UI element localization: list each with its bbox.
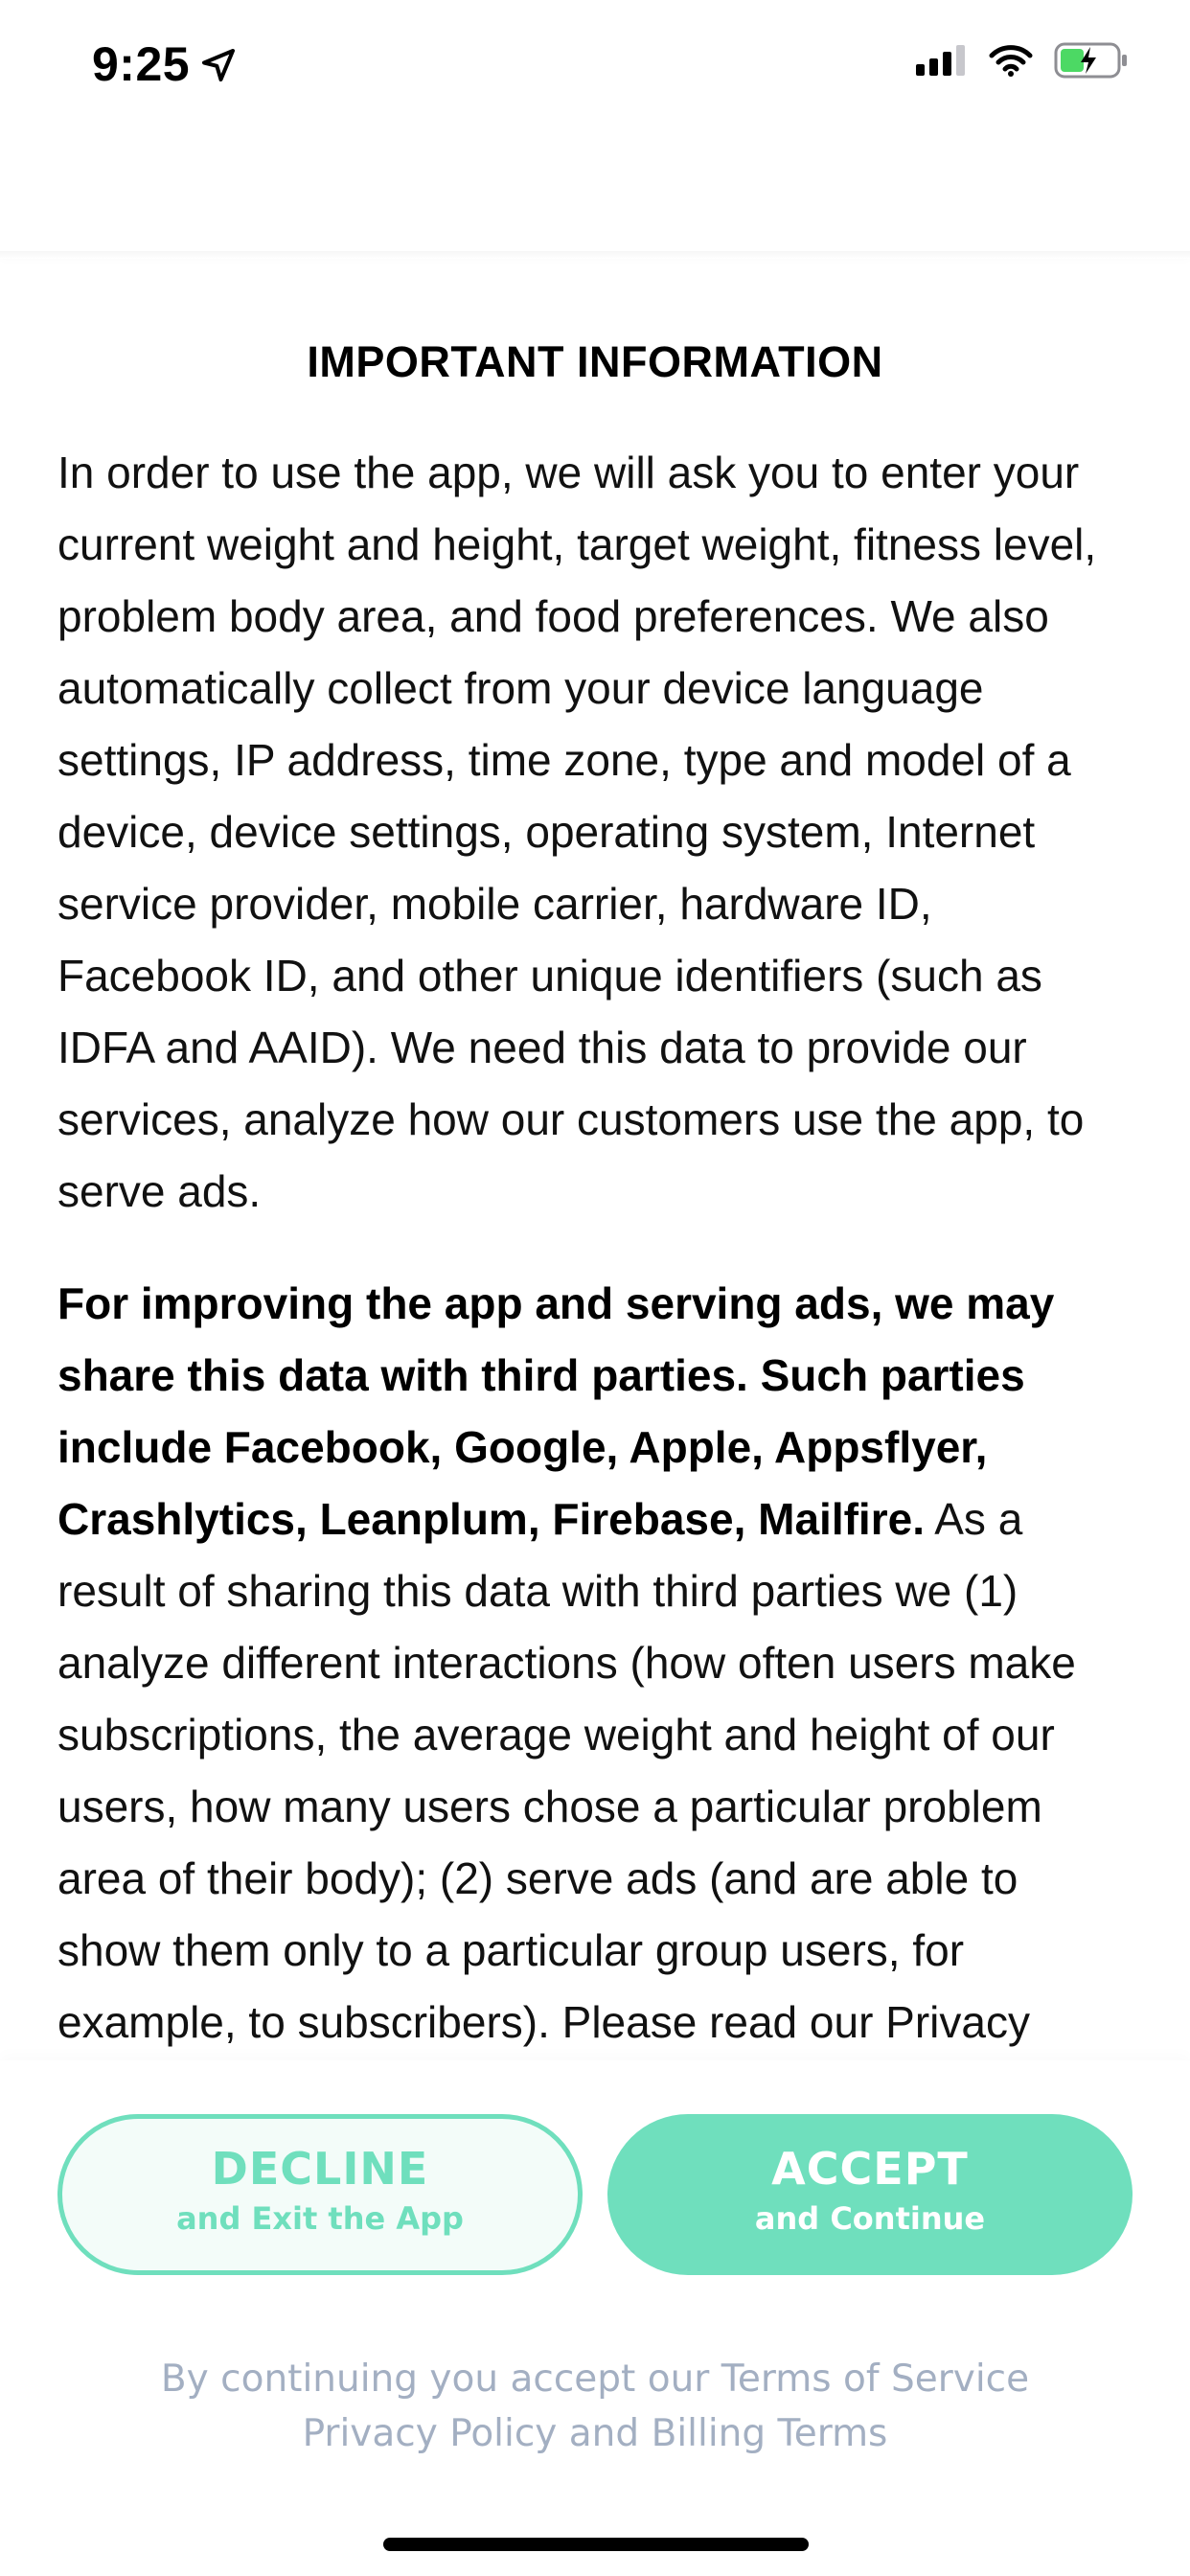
billing-terms-link[interactable]: Billing Terms xyxy=(651,2412,888,2455)
status-icons xyxy=(916,42,1129,79)
info-paragraph-2 xyxy=(57,1268,1133,2058)
decline-label: DECLINE xyxy=(211,2143,429,2195)
accept-button[interactable] xyxy=(607,2114,1133,2275)
status-bar xyxy=(0,0,1190,126)
scrollable-content[interactable] xyxy=(57,259,1133,2060)
decline-button[interactable] xyxy=(57,2114,583,2275)
privacy-policy-link[interactable]: Privacy Policy xyxy=(302,2412,558,2455)
bottom-panel xyxy=(0,2060,1190,2576)
wifi-icon xyxy=(989,44,1033,77)
accept-label: ACCEPT xyxy=(771,2143,969,2195)
legal-notice xyxy=(96,2352,1094,2461)
decline-sublabel: and Exit the App xyxy=(176,2200,464,2237)
status-time: 9:25 xyxy=(92,37,191,91)
info-paragraph-2-text: As a result of sharing this data with third parties we (1) analyze different interactions (how often users make subscriptions, the average weight and height of our users, how many users chose a particular problem area of their body); (2) serve ads (and are able to show them only to a particular group users, for example, to subscribers). Please read our Privacy xyxy=(57,1494,1076,2047)
header-divider xyxy=(0,251,1190,259)
terms-of-service-link[interactable]: Terms of Service xyxy=(721,2358,1030,2401)
location-arrow-icon xyxy=(199,46,238,84)
cellular-signal-icon xyxy=(916,45,968,76)
accept-sublabel: and Continue xyxy=(754,2200,986,2237)
info-paragraph-2-bold: For improving the app and serving ads, we may share this data with third parties. Such parties include Facebook, Google, Apple, Appsflyer, Crashlytics, Leanplum, Firebase, Mailfire. xyxy=(57,1278,1055,1544)
legal-and: and xyxy=(557,2412,652,2455)
navigation-header xyxy=(0,126,1190,253)
home-indicator[interactable] xyxy=(383,2538,809,2551)
page-title: IMPORTANT INFORMATION xyxy=(307,337,883,386)
info-paragraph-1: In order to use the app, we will ask you to enter your current weight and height, target weight, fitness level, problem body area, and food preferences. We also automatically collect from your device language settings, IP address, time zone, type and model of a device, device settings, operating system, Internet service provider, mobile carrier, hardware ID, Facebook ID, and other unique identifiers (such as IDFA and AAID). We need this data to provide our services, analyze how our customers use the app, to serve ads. xyxy=(57,448,1097,1216)
legal-prefix: By continuing you accept our xyxy=(160,2358,721,2401)
battery-charging-icon xyxy=(1054,42,1129,79)
